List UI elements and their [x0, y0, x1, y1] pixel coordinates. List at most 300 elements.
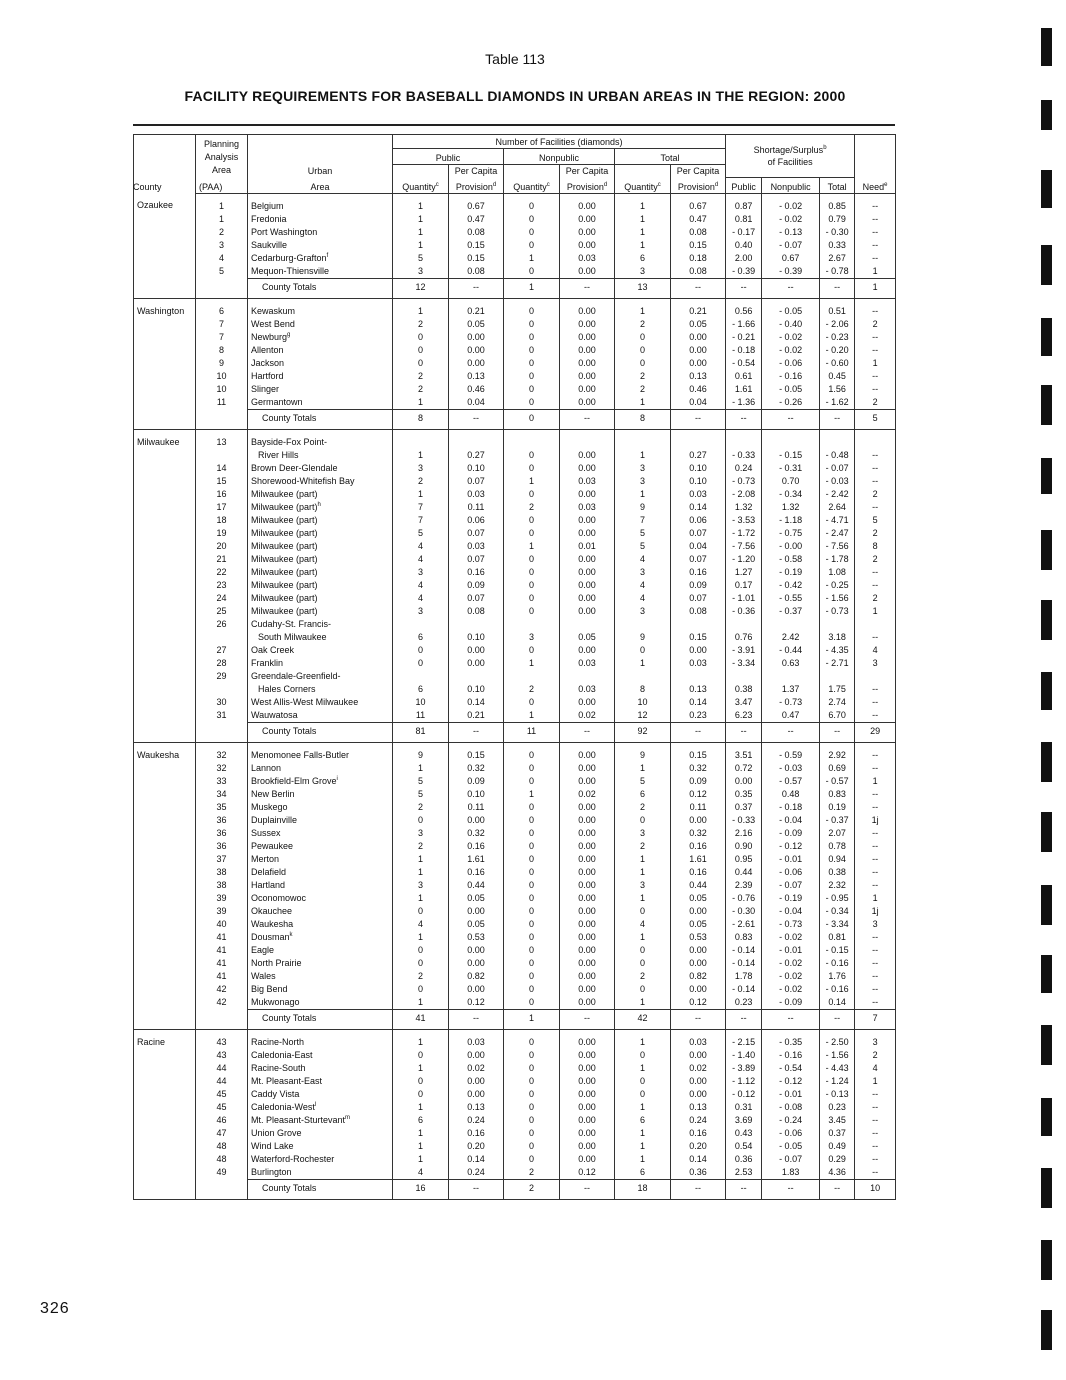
- county-name: [134, 226, 196, 239]
- nonpublic-per-capita-cell: 0.02: [560, 709, 615, 723]
- sp-public-cell: - 2.08: [726, 488, 762, 501]
- public-quantity-cell: 1: [393, 298, 449, 318]
- nonpublic-per-capita-cell: [560, 670, 615, 683]
- total-per-capita-cell: 0.09: [671, 579, 726, 592]
- sp-total-cell: - 2.42: [820, 488, 855, 501]
- sp-nonpublic-cell: - 0.12: [762, 840, 820, 853]
- public-per-capita-cell: 0.03: [449, 1029, 504, 1049]
- paa-cell: 39: [196, 892, 248, 905]
- need-cell: [855, 618, 896, 631]
- total-quantity-cell: 12: [615, 709, 671, 723]
- public-per-capita-cell: 0.10: [449, 788, 504, 801]
- public-per-capita-cell: 0.08: [449, 226, 504, 239]
- sp-total-cell: 6.70: [820, 709, 855, 723]
- sp-nonpublic-cell: - 0.26: [762, 396, 820, 410]
- total-per-capita-cell: 0.00: [671, 814, 726, 827]
- public-per-capita-cell: 0.21: [449, 298, 504, 318]
- public-per-capita-cell: 0.24: [449, 1166, 504, 1180]
- paa-cell: 27: [196, 644, 248, 657]
- total-per-capita-cell: 0.18: [671, 252, 726, 265]
- urban-area-name: Oak Creek: [251, 644, 295, 655]
- nonpublic-per-capita-cell: 0.00: [560, 449, 615, 462]
- total-quantity-cell: 6: [615, 788, 671, 801]
- urban-area-name: Hales Corners: [258, 683, 316, 694]
- urban-area-cell: [248, 344, 393, 357]
- public-per-capita-cell: 0.00: [449, 657, 504, 670]
- total-quantity-cell: 1: [615, 1029, 671, 1049]
- sp-public-cell: - 0.18: [726, 344, 762, 357]
- nonpublic-quantity-cell: 0: [504, 462, 560, 475]
- sp-total-cell: 2.32: [820, 879, 855, 892]
- sp-nonpublic-cell: - 0.18: [762, 801, 820, 814]
- sp-nonpublic-cell: - 0.31: [762, 462, 820, 475]
- binding-mark: [1041, 530, 1052, 570]
- sp-public-cell: 2.00: [726, 252, 762, 265]
- nonpublic-quantity-cell: 0: [504, 983, 560, 996]
- public-quantity-cell: 4: [393, 553, 449, 566]
- urban-area-name: Shorewood-Whitefish Bay: [251, 475, 355, 486]
- need-cell: --: [855, 475, 896, 488]
- total-quantity-cell: 0: [615, 905, 671, 918]
- nonpublic-quantity-cell: 0: [504, 892, 560, 905]
- public-quantity-cell: 11: [393, 709, 449, 723]
- need-cell: --: [855, 566, 896, 579]
- public-per-capita-cell: 0.00: [449, 644, 504, 657]
- urban-area-name: Greendale-Greenfield-: [251, 670, 341, 681]
- sp-nonpublic-cell: - 0.05: [762, 298, 820, 318]
- urban-area-cell: [248, 1101, 393, 1114]
- sp-public-cell: - 2.15: [726, 1029, 762, 1049]
- nonpublic-quantity-cell: 0: [504, 742, 560, 762]
- nonpublic-per-capita-cell: 0.00: [560, 605, 615, 618]
- sp-nonpublic-total-cell: --: [762, 1009, 820, 1029]
- urban-area-name: North Prairie: [251, 957, 302, 968]
- public-quantity-cell: 6: [393, 631, 449, 644]
- paa-cell: 42: [196, 996, 248, 1010]
- public-per-capita-cell: 0.10: [449, 631, 504, 644]
- public-quantity-cell: 0: [393, 905, 449, 918]
- total-quantity-cell: 1: [615, 1101, 671, 1114]
- public-per-capita-cell: 0.32: [449, 762, 504, 775]
- nonpublic-per-capita-total-cell: --: [560, 409, 615, 429]
- binding-mark: [1041, 1310, 1052, 1350]
- total-quantity-cell: 0: [615, 944, 671, 957]
- paa-cell: [196, 683, 248, 696]
- total-quantity-total-cell: 18: [615, 1179, 671, 1199]
- need-cell: --: [855, 579, 896, 592]
- urban-area-name: Bayside-Fox Point-: [251, 436, 328, 447]
- nonpublic-per-capita-cell: 0.00: [560, 344, 615, 357]
- urban-area-cell: [248, 931, 393, 944]
- total-quantity-cell: 6: [615, 1114, 671, 1127]
- need-cell: --: [855, 252, 896, 265]
- nonpublic-quantity-cell: 0: [504, 566, 560, 579]
- need-cell: 1j: [855, 814, 896, 827]
- sp-public-cell: - 0.39: [726, 265, 762, 279]
- paa-cell: 13: [196, 429, 248, 449]
- urban-area-name: Hartland: [251, 879, 286, 890]
- nonpublic-per-capita-cell: 0.00: [560, 644, 615, 657]
- public-quantity-cell: 1: [393, 1153, 449, 1166]
- sp-total-cell: 2.92: [820, 742, 855, 762]
- sp-public-cell: - 0.54: [726, 357, 762, 370]
- urban-area-cell: [248, 644, 393, 657]
- public-per-capita-cell: 0.11: [449, 801, 504, 814]
- nonpublic-quantity-cell: 0: [504, 239, 560, 252]
- nonpublic-per-capita-cell: 0.00: [560, 827, 615, 840]
- sp-total-cell: - 2.50: [820, 1029, 855, 1049]
- county-name: [134, 814, 196, 827]
- table-row: [134, 501, 896, 514]
- county-name: Ozaukee: [134, 193, 196, 213]
- nonpublic-per-capita-cell: 0.00: [560, 193, 615, 213]
- public-quantity-cell: 0: [393, 357, 449, 370]
- public-quantity-cell: [393, 618, 449, 631]
- sp-public-cell: 0.61: [726, 370, 762, 383]
- sp-total-cell: - 1.24: [820, 1075, 855, 1088]
- county-name: [134, 696, 196, 709]
- nonpublic-quantity-cell: 0: [504, 1140, 560, 1153]
- paa-cell: 21: [196, 553, 248, 566]
- urban-area-cell: [248, 788, 393, 801]
- total-quantity-cell: 1: [615, 226, 671, 239]
- sp-public-cell: 1.61: [726, 383, 762, 396]
- county-header: County: [133, 182, 162, 192]
- nonpublic-quantity-cell: 3: [504, 631, 560, 644]
- nonpublic-per-capita-cell: 0.00: [560, 1127, 615, 1140]
- public-per-capita-total-cell: --: [449, 722, 504, 742]
- county-name: [134, 879, 196, 892]
- urban-area-cell: [248, 193, 393, 213]
- total-quantity-cell: 0: [615, 357, 671, 370]
- urban-area-name: Milwaukee (part): [251, 605, 318, 616]
- nonpublic-quantity-cell: 0: [504, 298, 560, 318]
- paa-cell: 10: [196, 383, 248, 396]
- total-quantity-cell: 5: [615, 540, 671, 553]
- table-row: [134, 370, 896, 383]
- public-per-capita-total-cell: --: [449, 409, 504, 429]
- public-quantity-total-cell: 81: [393, 722, 449, 742]
- sp-public-cell: 3.69: [726, 1114, 762, 1127]
- number-of-facilities-header: Number of Facilities (diamonds): [393, 135, 726, 149]
- binding-mark: [1041, 672, 1052, 710]
- binding-mark: [1041, 812, 1052, 852]
- total-per-capita-cell: 0.05: [671, 318, 726, 331]
- need-cell: --: [855, 501, 896, 514]
- paa-cell: 1: [196, 213, 248, 226]
- paa-cell: 20: [196, 540, 248, 553]
- binding-mark: [1041, 318, 1052, 356]
- urban-area-name: Sussex: [251, 827, 281, 838]
- nonpublic-per-capita-cell: 0.00: [560, 1062, 615, 1075]
- county-name: [134, 853, 196, 866]
- sp-total-total-cell: --: [820, 1009, 855, 1029]
- sp-total-cell: 0.78: [820, 840, 855, 853]
- urban-area-cell: [248, 357, 393, 370]
- need-cell: --: [855, 944, 896, 957]
- urban-area-name: Wind Lake: [251, 1140, 294, 1151]
- page-number: 326: [40, 1300, 70, 1317]
- nonpublic-quantity-cell: 0: [504, 193, 560, 213]
- public-per-capita-cell: 0.16: [449, 566, 504, 579]
- total-quantity-cell: 3: [615, 462, 671, 475]
- urban-area-name: Mt. Pleasant-East: [251, 1075, 323, 1086]
- table-row: [134, 970, 896, 983]
- sp-total-cell: 2.07: [820, 827, 855, 840]
- county-name: [134, 540, 196, 553]
- total-per-capita-cell: 0.05: [671, 892, 726, 905]
- urban-area-cell: [248, 540, 393, 553]
- sp-nonpublic-cell: 1.37: [762, 683, 820, 696]
- need-cell: --: [855, 631, 896, 644]
- table-row: [134, 631, 896, 644]
- nonpublic-per-capita-cell: 0.00: [560, 514, 615, 527]
- sp-public-cell: - 3.34: [726, 657, 762, 670]
- nonpublic-per-capita-cell: 0.00: [560, 331, 615, 344]
- paa-header-line2: Analysis: [204, 152, 239, 162]
- nonpublic-per-capita-cell: 0.00: [560, 957, 615, 970]
- sp-total-cell: 0.23: [820, 1101, 855, 1114]
- need-cell: --: [855, 1153, 896, 1166]
- nonpublic-quantity-cell: 0: [504, 370, 560, 383]
- county-totals-row: [134, 409, 896, 429]
- table-row: [134, 866, 896, 879]
- nonpublic-per-capita-cell: 0.00: [560, 866, 615, 879]
- public-quantity-cell: 3: [393, 462, 449, 475]
- urban-area-cell: [248, 1049, 393, 1062]
- public-quantity-cell: 3: [393, 827, 449, 840]
- sp-nonpublic-cell: - 0.58: [762, 553, 820, 566]
- county-name: [134, 318, 196, 331]
- total-per-capita-cell: 0.32: [671, 827, 726, 840]
- public-quantity-cell: 10: [393, 696, 449, 709]
- table-row: [134, 1088, 896, 1101]
- sp-nonpublic-cell: - 0.54: [762, 1062, 820, 1075]
- nonpublic-quantity-cell: 1: [504, 788, 560, 801]
- county-name: [134, 775, 196, 788]
- urban-area-cell: [248, 827, 393, 840]
- total-per-capita-cell: 0.00: [671, 1075, 726, 1088]
- table-row: [134, 996, 896, 1010]
- urban-area-name: Milwaukee (part): [251, 592, 318, 603]
- public-per-capita-cell: 0.08: [449, 605, 504, 618]
- binding-mark: [1041, 1098, 1052, 1136]
- total-quantity-cell: 4: [615, 918, 671, 931]
- public-quantity-cell: 0: [393, 944, 449, 957]
- public-per-capita-cell: 0.00: [449, 1075, 504, 1088]
- sp-total-cell: 2.64: [820, 501, 855, 514]
- nonpublic-per-capita-cell: 0.00: [560, 298, 615, 318]
- paa-cell: 32: [196, 762, 248, 775]
- table-row: [134, 357, 896, 370]
- need-cell: --: [855, 853, 896, 866]
- need-total-cell: 7: [855, 1009, 896, 1029]
- county-name: [134, 1101, 196, 1114]
- sp-nonpublic-cell: - 0.08: [762, 1101, 820, 1114]
- urban-area-cell: [248, 814, 393, 827]
- county-name: [134, 905, 196, 918]
- county-name: [134, 918, 196, 931]
- need-cell: --: [855, 1101, 896, 1114]
- sp-public-cell: [726, 429, 762, 449]
- county-name: [134, 566, 196, 579]
- sp-nonpublic-cell: - 0.24: [762, 1114, 820, 1127]
- provision-header-nonpublic: Provision: [566, 181, 604, 192]
- nonpublic-quantity-cell: 0: [504, 801, 560, 814]
- urban-area-name: Duplainville: [251, 814, 298, 825]
- sp-public-cell: - 0.30: [726, 905, 762, 918]
- sp-nonpublic-cell: - 0.09: [762, 827, 820, 840]
- urban-area-cell: [248, 265, 393, 279]
- paa-cell: 44: [196, 1062, 248, 1075]
- urban-area-cell: [248, 501, 393, 514]
- county-totals-label: County Totals: [248, 722, 393, 742]
- paa-cell: 26: [196, 618, 248, 631]
- urban-area-cell: [248, 866, 393, 879]
- nonpublic-per-capita-cell: 0.00: [560, 1075, 615, 1088]
- county-totals-row: [134, 278, 896, 298]
- sp-total-cell: 0.94: [820, 853, 855, 866]
- footnote-mark: g: [287, 331, 291, 338]
- sp-total-header: Total: [820, 177, 855, 193]
- public-quantity-cell: 1: [393, 762, 449, 775]
- urban-area-name: Waukesha: [251, 918, 294, 929]
- public-quantity-cell: 1: [393, 213, 449, 226]
- public-quantity-cell: 0: [393, 957, 449, 970]
- need-cell: 1: [855, 892, 896, 905]
- sp-total-cell: - 0.37: [820, 814, 855, 827]
- sp-total-cell: 0.29: [820, 1153, 855, 1166]
- public-per-capita-cell: 0.05: [449, 892, 504, 905]
- nonpublic-per-capita-cell: 0.03: [560, 252, 615, 265]
- sp-public-cell: - 0.14: [726, 983, 762, 996]
- urban-area-name: Slinger: [251, 383, 280, 394]
- urban-area-cell: [248, 1088, 393, 1101]
- total-quantity-cell: 3: [615, 827, 671, 840]
- total-per-capita-cell: 0.44: [671, 879, 726, 892]
- table-row: [134, 462, 896, 475]
- total-quantity-cell: 1: [615, 1127, 671, 1140]
- paa-cell: [196, 631, 248, 644]
- nonpublic-header: Nonpublic: [504, 149, 615, 165]
- sp-nonpublic-cell: - 0.01: [762, 944, 820, 957]
- nonpublic-per-capita-cell: 0.03: [560, 501, 615, 514]
- total-quantity-cell: 7: [615, 514, 671, 527]
- public-per-capita-cell: 0.00: [449, 983, 504, 996]
- urban-area-name: Eagle: [251, 944, 275, 955]
- total-per-capita-cell: 0.20: [671, 1140, 726, 1153]
- sp-public-cell: - 0.21: [726, 331, 762, 344]
- nonpublic-quantity-total-cell: 0: [504, 409, 560, 429]
- urban-area-name: Caledonia-West: [251, 1101, 315, 1112]
- urban-area-cell: [248, 553, 393, 566]
- table-row: [134, 475, 896, 488]
- total-per-capita-cell: 0.13: [671, 683, 726, 696]
- sp-nonpublic-cell: - 0.02: [762, 983, 820, 996]
- nonpublic-quantity-cell: 0: [504, 853, 560, 866]
- total-per-capita-cell: 0.02: [671, 1062, 726, 1075]
- need-cell: --: [855, 866, 896, 879]
- total-quantity-cell: 1: [615, 996, 671, 1010]
- urban-area-cell: [248, 957, 393, 970]
- public-per-capita-cell: 0.53: [449, 931, 504, 944]
- total-quantity-cell: [615, 429, 671, 449]
- need-cell: --: [855, 983, 896, 996]
- sp-public-total-cell: --: [726, 278, 762, 298]
- county-totals-label: County Totals: [248, 278, 393, 298]
- table-header: Planning Analysis Area Urban Number of Facilities (diamonds) Shortage/Surplus$^b$ of Facilities Public Nonpublic Total Per Capita Per Capita Per Capita (PAA) Area Quantity$^c$ Provision$^d$ Quantity$^c$ Provision$^d$ Quantity$^c$ Provision$^d$ Public Nonpublic Total Need$^e$: [134, 135, 896, 194]
- urban-area-name: Okauchee: [251, 905, 293, 916]
- table-row: [134, 1153, 896, 1166]
- binding-mark: [1041, 1240, 1052, 1280]
- nonpublic-quantity-cell: 0: [504, 840, 560, 853]
- sp-total-cell: 2.67: [820, 252, 855, 265]
- sp-total-cell: - 2.71: [820, 657, 855, 670]
- nonpublic-per-capita-cell: 0.00: [560, 996, 615, 1010]
- need-cell: --: [855, 344, 896, 357]
- sp-total-cell: [820, 429, 855, 449]
- public-quantity-cell: 0: [393, 983, 449, 996]
- nonpublic-quantity-cell: 0: [504, 1088, 560, 1101]
- binding-mark: [1041, 458, 1052, 494]
- urban-area-name: Brown Deer-Glendale: [251, 462, 338, 473]
- sp-total-total-cell: --: [820, 1179, 855, 1199]
- need-cell: --: [855, 879, 896, 892]
- total-per-capita-cell: 0.00: [671, 983, 726, 996]
- need-total-cell: 10: [855, 1179, 896, 1199]
- table-row: [134, 775, 896, 788]
- urban-area-name: Milwaukee (part): [251, 579, 318, 590]
- sp-total-cell: 0.83: [820, 788, 855, 801]
- urban-area-cell: [248, 252, 393, 265]
- nonpublic-per-capita-cell: 0.03: [560, 475, 615, 488]
- sp-total-cell: [820, 618, 855, 631]
- sp-public-cell: [726, 670, 762, 683]
- nonpublic-quantity-cell: 0: [504, 579, 560, 592]
- paa-cell: 24: [196, 592, 248, 605]
- public-per-capita-cell: [449, 429, 504, 449]
- public-per-capita-cell: 0.67: [449, 193, 504, 213]
- paa-cell: 38: [196, 866, 248, 879]
- total-per-capita-cell: 0.00: [671, 944, 726, 957]
- table-row: [134, 298, 896, 318]
- county-name: [134, 239, 196, 252]
- sp-nonpublic-cell: - 0.02: [762, 344, 820, 357]
- sp-total-cell: 0.51: [820, 298, 855, 318]
- total-quantity-cell: 4: [615, 592, 671, 605]
- sp-nonpublic-cell: 1.32: [762, 501, 820, 514]
- table-row: [134, 931, 896, 944]
- public-quantity-cell: 2: [393, 383, 449, 396]
- need-total-cell: 1: [855, 278, 896, 298]
- table-row: [134, 1166, 896, 1180]
- sp-public-total-cell: --: [726, 409, 762, 429]
- public-per-capita-cell: 0.02: [449, 1062, 504, 1075]
- total-quantity-cell: 5: [615, 527, 671, 540]
- sp-total-cell: - 4.43: [820, 1062, 855, 1075]
- sp-nonpublic-cell: - 0.09: [762, 996, 820, 1010]
- need-cell: 1: [855, 775, 896, 788]
- total-per-capita-total-cell: --: [671, 1179, 726, 1199]
- county-name: [134, 840, 196, 853]
- nonpublic-per-capita-cell: 0.00: [560, 357, 615, 370]
- sp-public-cell: - 0.73: [726, 475, 762, 488]
- nonpublic-quantity-cell: 0: [504, 918, 560, 931]
- county-name: [134, 1153, 196, 1166]
- county-name: [134, 866, 196, 879]
- sp-total-cell: 0.49: [820, 1140, 855, 1153]
- public-quantity-cell: 6: [393, 683, 449, 696]
